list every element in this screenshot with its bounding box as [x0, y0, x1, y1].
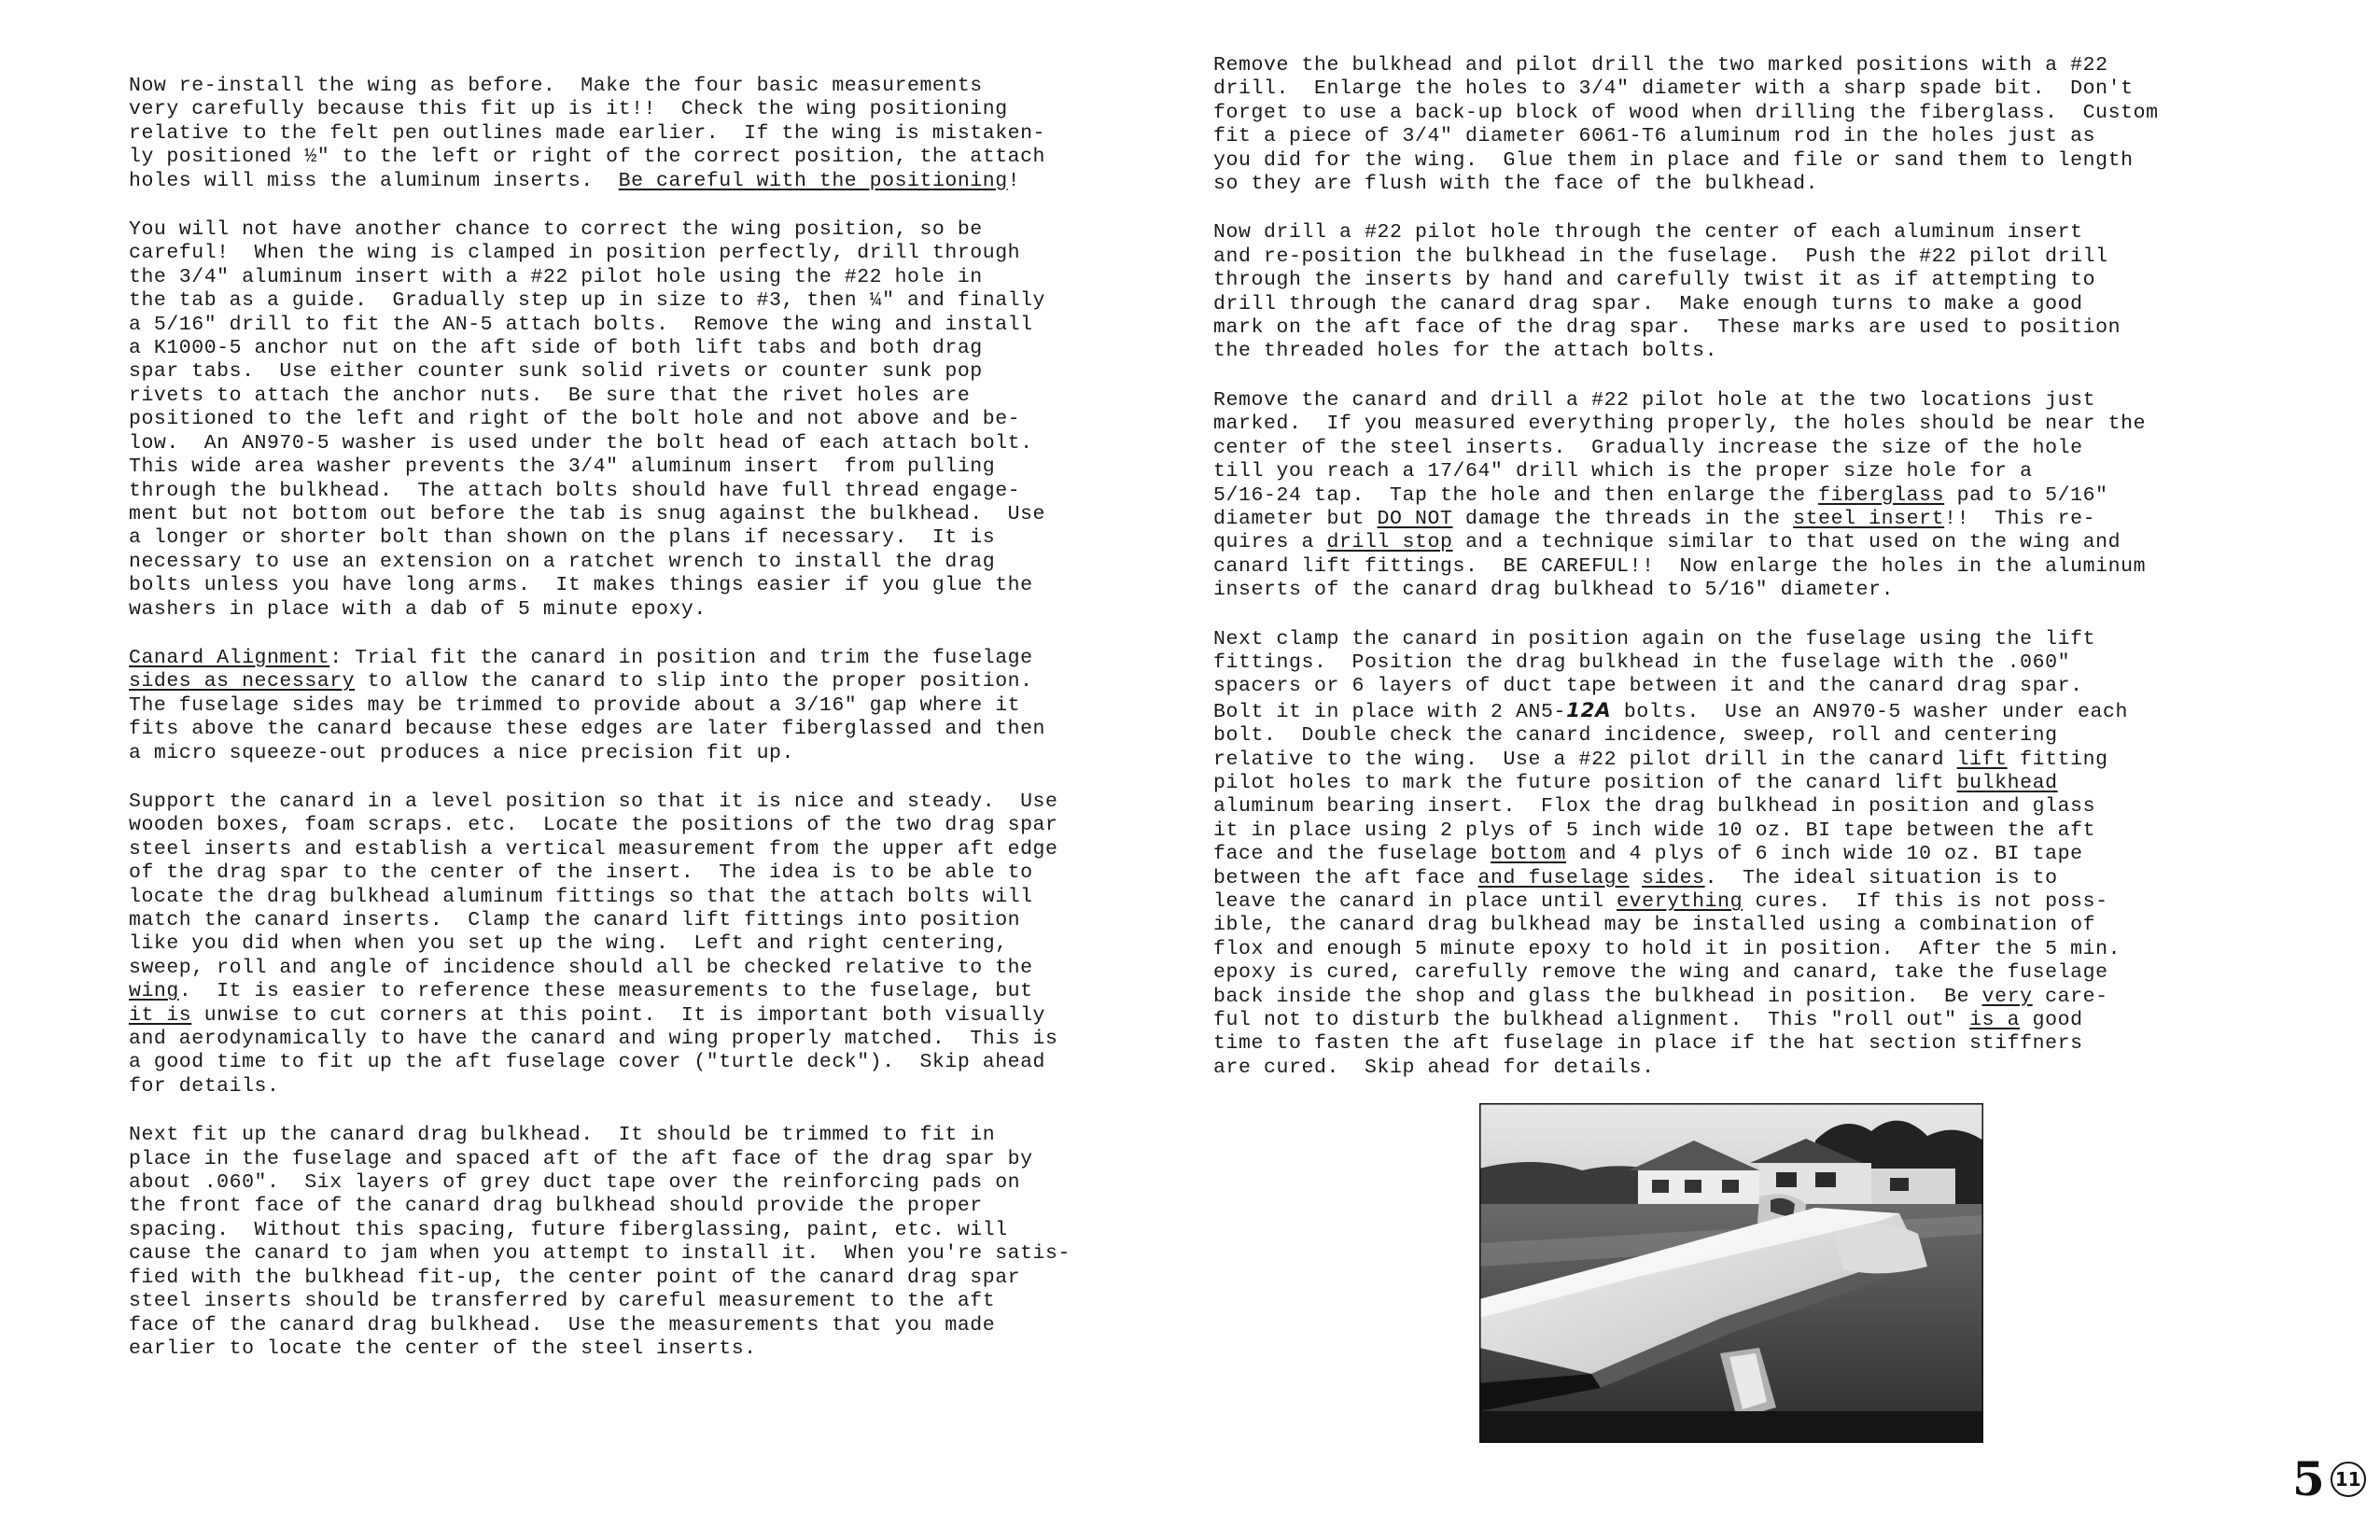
text-line: ly positioned ½" to the left or right of the correct position, the attach: [129, 146, 1046, 169]
text-line: drill through the canard drag spar. Make enough turns to make a good: [1213, 292, 2083, 315]
text-line: flox and enough 5 minute epoxy to hold it in position. After the 5 min.: [1213, 937, 2121, 960]
text-line: and aerodynamically to have the canard and wing properly matched. This is: [129, 1028, 1058, 1051]
text-line: are cured. Skip ahead for details.: [1213, 1056, 1655, 1079]
paragraph-clamp-canard: [1213, 628, 2287, 1081]
text-line: through the bulkhead. The attach bolts should have full thread engage-: [129, 479, 1021, 502]
text-line: relative to the felt pen outlines made earlier. If the wing is mistaken-: [129, 121, 1046, 145]
text-line: earlier to locate the center of the steel inserts.: [129, 1337, 757, 1360]
text-line: a good time to fit up the aft fuselage cover ("turtle deck"). Skip ahead: [129, 1051, 1046, 1074]
underlined-emphasis: it is: [129, 1003, 192, 1027]
text-fragment: !: [1007, 169, 1021, 192]
text-fragment: bolts. Use an AN970-5 washer under each: [1611, 700, 2129, 723]
text-line: 5/16-24 tap. Tap the hole and then enlarge the: [1213, 483, 1819, 507]
chapter-number: 5: [2292, 1451, 2325, 1506]
text-line: Next clamp the canard in position again on the fuselage using the lift: [1213, 627, 2096, 651]
text-line: so they are flush with the face of the bulkhead.: [1213, 173, 1819, 196]
underlined-emphasis: sides: [1642, 866, 1705, 889]
text-line: Bolt it in place with 2 AN5-: [1213, 700, 1567, 723]
text-line: aluminum bearing insert. Flox the drag bulkhead in position and glass: [1213, 795, 2096, 819]
text-line: steel inserts should be transferred by careful measurement to the aft: [129, 1290, 996, 1313]
text-line: like you did when when you set up the wing. Left and right centering,: [129, 932, 1008, 956]
text-line: time to fasten the aft fuselage in place if the hat section stiffners: [1213, 1032, 2083, 1056]
handwritten-annotation: 12A: [1566, 698, 1612, 722]
text-line: fits above the canard because these edges are later fiberglassed and then: [129, 718, 1046, 741]
underlined-emphasis: wing: [129, 980, 179, 1003]
text-line: and re-position the bulkhead in the fuselage. Push the #22 pilot drill: [1213, 245, 2108, 268]
text-line: marked. If you measured everything properly, the holes should be near the: [1213, 413, 2147, 436]
text-fragment: and 4 plys of 6 inch wide 10 oz. BI tape: [1566, 843, 2083, 866]
text-fragment: : Trial fit the canard in position and trim the fuselage: [329, 646, 1033, 669]
text-line: You will not have another chance to correct the wing position, so be: [129, 218, 983, 242]
paragraph-drag-bulkhead: [129, 1124, 1193, 1361]
text-line: center of the steel inserts. Gradually increase the size of the hole: [1213, 436, 2083, 459]
text-line: a micro squeeze-out produces a nice precision fit up.: [129, 741, 794, 764]
text-line: fied with the bulkhead fit-up, the center point of the canard drag spar: [129, 1266, 1021, 1289]
text-line: a 5/16" drill to fit the AN-5 attach bolts. Remove the wing and install: [129, 313, 1033, 336]
text-line: for details.: [129, 1074, 280, 1098]
text-line: low. An AN970-5 washer is used under the bolt head of each attach bolt.: [129, 431, 1033, 455]
text-line: The fuselage sides may be trimmed to provide about a 3/16" gap where it: [129, 693, 1021, 717]
text-line: you did for the wing. Glue them in place and file or sand them to length: [1213, 148, 2134, 172]
text-line: a longer or shorter bolt than shown on the plans if necessary. It is: [129, 526, 996, 550]
text-line: face of the canard drag bulkhead. Use the measurements that you made: [129, 1313, 996, 1337]
text-line: careful! When the wing is clamped in position perfectly, drill through: [129, 242, 1021, 265]
text-line: mark on the aft face of the drag spar. These marks are used to position: [1213, 316, 2121, 340]
text-line: spacing. Without this spacing, future fiberglassing, paint, etc. will: [129, 1218, 1008, 1241]
text-line: back inside the shop and glass the bulkhead in position. Be: [1213, 985, 1982, 1008]
text-line: Now re-install the wing as before. Make the four basic measurements: [129, 75, 983, 97]
text-line: Remove the canard and drill a #22 pilot hole at the two locations just: [1213, 388, 2096, 412]
text-line: face and the fuselage: [1213, 843, 1491, 866]
text-line: sweep, roll and angle of incidence should all be checked relative to the: [129, 956, 1033, 979]
text-fragment: damage the threads in the: [1452, 507, 1794, 530]
text-line: match the canard inserts. Clamp the canard lift fittings into position: [129, 909, 1021, 931]
aircraft-canard-photo: [1479, 1103, 1983, 1443]
text-line: cause the canard to jam when you attempt to install it. When you're satis-: [129, 1242, 1071, 1266]
text-line: drill. Enlarge the holes to 3/4" diameter with a sharp spade bit. Don't: [1213, 77, 2134, 101]
text-fragment: pad to 5/16": [1944, 483, 2108, 507]
text-line: a K1000-5 anchor nut on the aft side of both lift tabs and both drag: [129, 337, 983, 360]
text-fragment: . The ideal situation is to: [1704, 866, 2058, 889]
text-line: place in the fuselage and spaced aft of the aft face of the drag spar by: [129, 1147, 1033, 1170]
text-line: Next fit up the canard drag bulkhead. It should be trimmed to fit in: [129, 1124, 996, 1147]
text-line: rivets to attach the anchor nuts. Be sure that the rivet holes are: [129, 384, 971, 407]
text-line: ful not to disturb the bulkhead alignment. This "roll out": [1213, 1009, 1970, 1032]
text-line: ible, the canard drag bulkhead may be installed using a combination of: [1213, 914, 2096, 937]
text-line: necessary to use an extension on a ratchet wrench to install the drag: [129, 550, 996, 573]
text-line: the front face of the canard drag bulkhead should provide the proper: [129, 1195, 983, 1218]
text-fragment: . It is easier to reference these measurements to the fuselage, but: [178, 980, 1033, 1003]
text-line: This wide area washer prevents the 3/4" aluminum insert from pulling: [129, 455, 996, 479]
text-line: between the aft face: [1213, 866, 1478, 889]
underlined-emphasis: Be careful with the positioning: [618, 169, 1008, 192]
paragraph-remove-canard: [1213, 389, 2287, 603]
page-number: [2292, 1451, 2366, 1506]
text-line: fit a piece of 3/4" diameter 6061-T6 aluminum rod in the holes just as: [1213, 125, 2096, 148]
paragraph-pilot-hole: [1213, 221, 2287, 363]
text-line: spacers or 6 layers of duct tape between it and the canard drag spar.: [1213, 675, 2083, 698]
underlined-emphasis: bottom: [1491, 843, 1567, 866]
text-line: washers in place with a dab of 5 minute epoxy.: [129, 597, 707, 621]
text-line: wooden boxes, foam scraps. etc. Locate the positions of the two drag spar: [129, 814, 1058, 837]
underlined-emphasis: fiberglass: [1818, 483, 1945, 507]
text-line: inserts of the canard drag bulkhead to 5/16" diameter.: [1213, 579, 1895, 602]
paragraph-canard-alignment: [129, 647, 1193, 765]
text-fragment: and a technique similar to that used on the wing and: [1452, 531, 2121, 554]
text-line: Remove the bulkhead and pilot drill the two marked positions with a #22: [1213, 54, 2108, 77]
text-fragment: !! This re-: [1944, 507, 2096, 530]
text-line: Now drill a #22 pilot hole through the center of each aluminum insert: [1213, 221, 2083, 245]
underlined-emphasis: is a: [1969, 1009, 2021, 1032]
underlined-emphasis: very: [1981, 985, 2033, 1008]
text-line: it in place using 2 plys of 5 inch wide 10 oz. BI tape between the aft: [1213, 819, 2096, 842]
text-line: relative to the wing. Use a #22 pilot drill in the canard: [1213, 748, 1957, 771]
paragraph-remove-bulkhead: [1213, 54, 2287, 196]
text-line: leave the canard in place until: [1213, 890, 1617, 913]
text-line: steel inserts and establish a vertical measurement from the upper aft edge: [129, 837, 1058, 861]
text-line: Support the canard in a level position so that it is nice and steady. Use: [129, 790, 1058, 813]
text-line: forget to use a back-up block of wood when drilling the fiberglass. Custom: [1213, 101, 2159, 124]
paragraph-support-canard: [129, 791, 1193, 1099]
underlined-emphasis: steel insert: [1793, 507, 1945, 530]
underlined-emphasis: everything: [1617, 890, 1743, 913]
text-line: very carefully because this fit up is it!! Check the wing positioning: [129, 98, 1008, 121]
text-line: the 3/4" aluminum insert with a #22 pilot hole using the #22 hole in: [129, 265, 983, 288]
text-fragment: fitting: [2007, 748, 2108, 771]
text-line: the tab as a guide. Gradually step up in size to #3, then ¼" and finally: [129, 289, 1046, 313]
text-line: locate the drag bulkhead aluminum fittings so that the attach bolts will: [129, 885, 1033, 908]
text-line: bolts unless you have long arms. It makes things easier if you glue the: [129, 574, 1033, 597]
text-line: epoxy is cured, carefully remove the wing and canard, take the fuselage: [1213, 961, 2108, 985]
text-line: holes will miss the aluminum inserts.: [129, 169, 619, 192]
text-line: quires a: [1213, 531, 1327, 554]
text-line: positioned to the left and right of the bolt hole and not above and be-: [129, 408, 1021, 431]
text-line: spar tabs. Use either counter sunk solid rivets or counter sunk pop: [129, 360, 983, 384]
text-fragment: care-: [2032, 985, 2108, 1008]
text-line: fittings. Position the drag bulkhead in the fuselage with the .060": [1213, 651, 2071, 674]
text-line: canard lift fittings. BE CAREFUL!! Now enlarge the holes in the aluminum: [1213, 554, 2147, 578]
right-column: [1213, 54, 2287, 1105]
text-line: about .060". Six layers of grey duct tape over the reinforcing pads on: [129, 1171, 1021, 1195]
text-line: till you reach a 17/64" drill which is the proper size hole for a: [1213, 460, 2033, 483]
paragraph-drill-attach: [129, 218, 1193, 622]
text-line: bolt. Double check the canard incidence, sweep, roll and centering: [1213, 724, 2058, 748]
text-fragment: good: [2020, 1009, 2083, 1032]
circled-page-number: 11: [2331, 1462, 2366, 1497]
text-line: through the inserts by hand and carefully twist it as if attempting to: [1213, 269, 2096, 292]
section-heading: Canard Alignment: [129, 646, 330, 669]
paragraph-wing-reinstall: [129, 75, 1193, 193]
text-fragment: to allow the canard to slip into the proper position.: [355, 670, 1033, 693]
underlined-emphasis: lift: [1956, 748, 2008, 771]
text-fragment: cures. If this is not poss-: [1743, 890, 2108, 913]
underlined-emphasis: drill stop: [1326, 531, 1453, 554]
text-fragment: unwise to cut corners at this point. It is important both visually: [191, 1003, 1046, 1027]
left-column: [129, 75, 1193, 1386]
underlined-emphasis: bulkhead: [1956, 771, 2058, 794]
underlined-emphasis: and fuselage: [1477, 866, 1630, 889]
text-line: of the drag spar to the center of the insert. The idea is to be able to: [129, 861, 1033, 885]
text-line: diameter but: [1213, 507, 1378, 530]
underlined-emphasis: DO NOT: [1377, 507, 1453, 530]
text-line: ment but not bottom out before the tab is snug against the bulkhead. Use: [129, 502, 1046, 525]
text-fragment: [1630, 867, 1643, 889]
text-line: the threaded holes for the attach bolts.: [1213, 340, 1718, 363]
underlined-emphasis: sides as necessary: [129, 670, 356, 693]
text-line: pilot holes to mark the future position of the canard lift: [1213, 771, 1957, 794]
